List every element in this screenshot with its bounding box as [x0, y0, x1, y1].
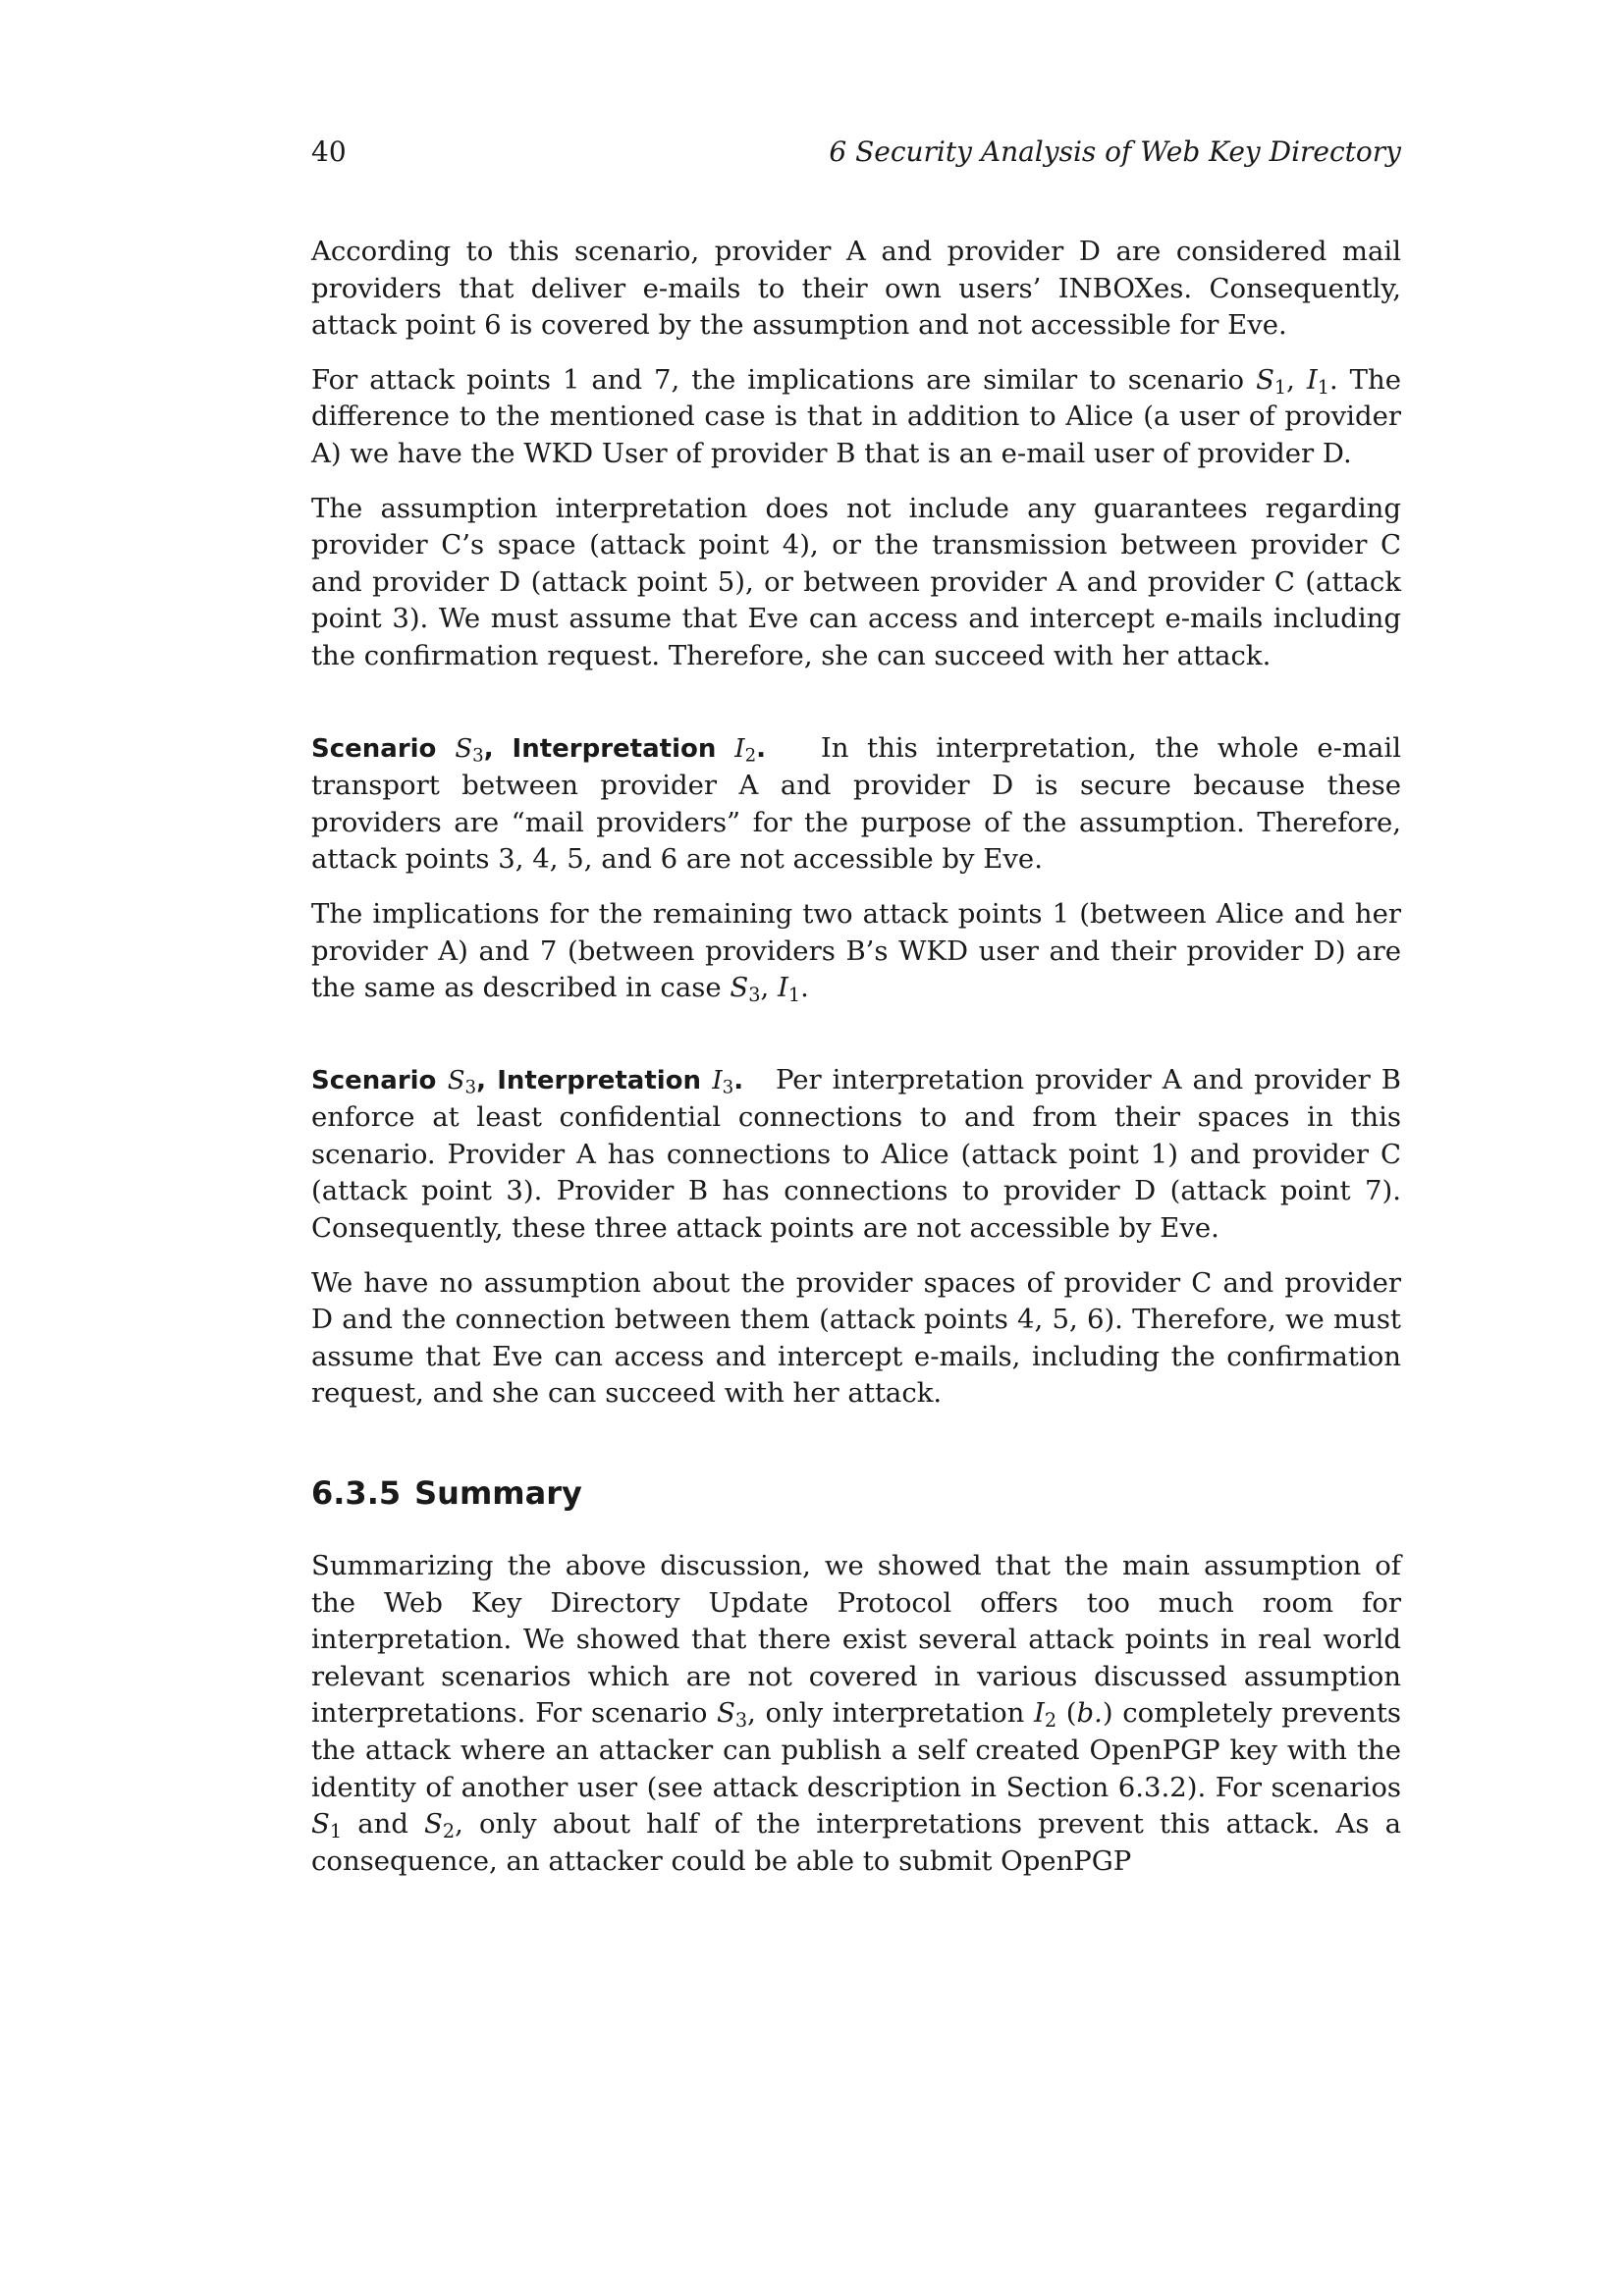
math-s2: $S_2$ — [424, 1808, 456, 1842]
math-s3: $S_3$ — [717, 1697, 748, 1733]
paragraph-3: The assumption interpretation does not include any guarantees regarding provider C’s space (attack point 4), or the transmission between provider C and provider D (attack point 5), or between provider A and provider C (attack point 3). We must assume that Eve can access and intercept e-mails including the confirmation request. Therefore, she can succeed with her attack. — [311, 492, 1401, 671]
summary-paragraph: Summarizing the above discussion, we showed that the main assumption of the Web Key Directory Update Protocol offers too much room for interpretation. We showed that there exist several attack points in real world relevant scenarios which are not covered in various discussed assumption interpretations. For scenario $S_3$, only interpretation $I_2$ (b.) completely prevents the attack where an attacker can publish a self created OpenPGP key with the identity of another user (see attack description in Section 6.3.2). For scenarios $S_1$ and $S_2$, only about half of the interpretations prevent this attack. As a consequence, an attacker could be able to submit OpenPGP — [311, 1550, 1401, 1877]
sentence-end: . — [800, 972, 809, 1004]
paragraph-4-text: In this interpretation, the whole e-mail transport between provider A and provider D is secure because these providers are “mail providers” for the purpose of the assumption. Therefore, attack points 3, 4, 5, and 6 are not accessible by Eve. — [311, 731, 1401, 876]
math-i2: $I_2$ — [1034, 1697, 1057, 1733]
section-title: Summary — [414, 1474, 582, 1513]
paragraph-2 — [311, 362, 1401, 473]
math-s1: $S_1$ — [1256, 363, 1287, 399]
paragraph-1: According to this scenario, provider A and provider D are considered mail providers that deliver e-mails to their own users’ INBOXes. Consequently, attack point 6 is covered by the assumption and not accessible for Eve. — [311, 236, 1401, 342]
chapter-title: 6 Security Analysis of Web Key Directory — [829, 135, 1401, 168]
section-number: 6.3.5 — [311, 1474, 402, 1513]
paragraph-7: We have no assumption about the provider spaces of provider C and provider D and the connection between them (attack points 4, 5, 6). Therefore, we must assume that Eve can access and intercept e-mails, including the confirmation request, and she can succeed with her attack. — [311, 1266, 1401, 1410]
page-number: 40 — [311, 135, 347, 168]
paragraph-2-text-a: For attack points 1 and 7, the implications are similar to scenario — [311, 363, 1257, 396]
paragraph-heading: Scenario $S_3$, Interpretation $I_3$. — [311, 1065, 744, 1098]
paragraph-6-text: Per interpretation provider A and provider B enforce at least confidential connections to and from their spaces in this scenario. Provider A has connections to Alice (attack point 1) and provider C (attack point 3). Provider B has connections to provider D (attack point 7). Consequently, these three attack points are not accessible by Eve. — [311, 1063, 1401, 1245]
paragraph-5-text: The implications for the remaining two attack points 1 (between Alice and her provider A) and 7 (between providers B’s WKD user and their provider D) are the same as described in case — [311, 897, 1401, 1004]
paragraph-5 — [311, 896, 1401, 1007]
math-s1: $S_1$ — [311, 1808, 343, 1842]
paragraph-heading: Scenario $S_3$, Interpretation $I_2$. — [311, 733, 767, 767]
math-separator: , — [760, 972, 778, 1004]
paragraph-2-text-b: . The difference to the mentioned case is that in addition to Alice (a user of provider A) we have the WKD User of provider B that is an e-mail user of provider D. — [311, 363, 1402, 469]
paragraph-scenario-s3-i2 — [311, 730, 1401, 879]
math-b: b. — [1076, 1697, 1103, 1730]
math-separator: , — [1286, 363, 1307, 396]
math-s3: $S_3$ — [730, 972, 761, 1006]
paragraph-scenario-s3-i3 — [311, 1062, 1401, 1248]
body-text — [311, 234, 1401, 1880]
running-head — [311, 135, 1401, 175]
section-heading — [311, 1473, 1401, 1513]
math-i1: $I_1$ — [1306, 363, 1329, 399]
math-i1: $I_1$ — [777, 972, 801, 1006]
